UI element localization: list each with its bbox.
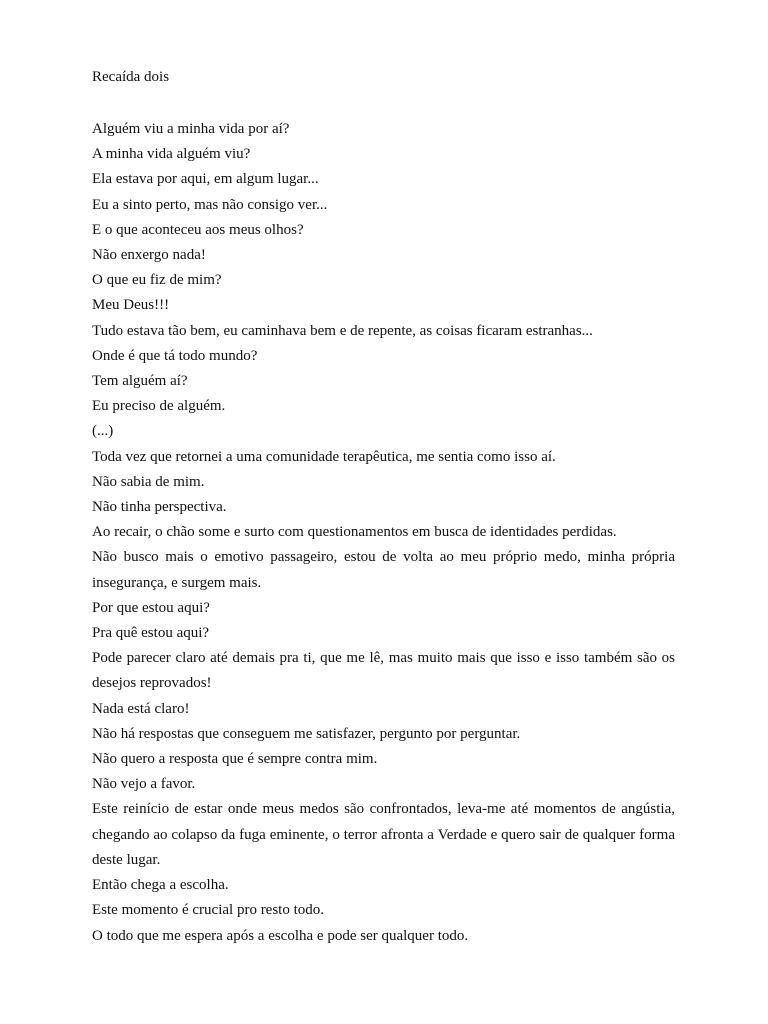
paragraph: Não busco mais o emotivo passageiro, estou de volta ao meu próprio medo, minha própria insegurança, e surgem mais. — [92, 549, 675, 591]
paragraph: O todo que me espera após a escolha e pode ser qualquer todo. — [92, 927, 469, 944]
paragraph: (...) — [92, 423, 114, 440]
paragraph: Pode parecer claro até demais pra ti, que me lê, mas muito mais que isso e isso também são os desejos reprovados! — [92, 650, 675, 692]
paragraph: Eu preciso de alguém. — [92, 398, 226, 415]
paragraph: A minha vida alguém viu? — [92, 146, 251, 163]
document-title: Recaída dois — [92, 69, 170, 85]
paragraph: Então chega a escolha. — [92, 877, 229, 894]
paragraph: Toda vez que retornei a uma comunidade terapêutica, me sentia como isso aí. — [92, 448, 556, 465]
paragraph: Meu Deus!!! — [92, 297, 170, 314]
paragraph: Este momento é crucial pro resto todo. — [92, 902, 325, 919]
paragraph: Tudo estava tão bem, eu caminhava bem e de repente, as coisas ficaram estranhas... — [92, 322, 593, 339]
paragraph: Onde é que tá todo mundo? — [92, 347, 258, 364]
paragraph: Eu a sinto perto, mas não consigo ver... — [92, 196, 328, 213]
paragraph: O que eu fiz de mim? — [92, 272, 222, 289]
paragraph: Ao recair, o chão some e surto com questionamentos em busca de identidades perdidas. — [92, 524, 617, 541]
paragraph: Não quero a resposta que é sempre contra mim. — [92, 751, 378, 768]
paragraph: Por que estou aqui? — [92, 599, 210, 616]
paragraph: Não vejo a favor. — [92, 776, 196, 793]
paragraph: Nada está claro! — [92, 700, 190, 717]
paragraph: E o que aconteceu aos meus olhos? — [92, 221, 304, 238]
paragraph: Não enxergo nada! — [92, 247, 206, 264]
document-body — [92, 117, 675, 949]
paragraph: Alguém viu a minha vida por aí? — [92, 121, 290, 137]
paragraph: Não sabia de mim. — [92, 473, 205, 490]
paragraph: Pra quê estou aqui? — [92, 625, 210, 642]
paragraph: Ela estava por aqui, em algum lugar... — [92, 171, 319, 188]
paragraph: Este reinício de estar onde meus medos são confrontados, leva-me até momentos de angústia, chegando ao colapso da fuga eminente, o terror afronta a Verdade e quero sair de qualquer forma deste lugar. — [92, 801, 675, 868]
paragraph: Não há respostas que conseguem me satisfazer, pergunto por perguntar. — [92, 725, 521, 742]
paragraph: Tem alguém aí? — [92, 373, 188, 390]
paragraph: Não tinha perspectiva. — [92, 499, 227, 516]
